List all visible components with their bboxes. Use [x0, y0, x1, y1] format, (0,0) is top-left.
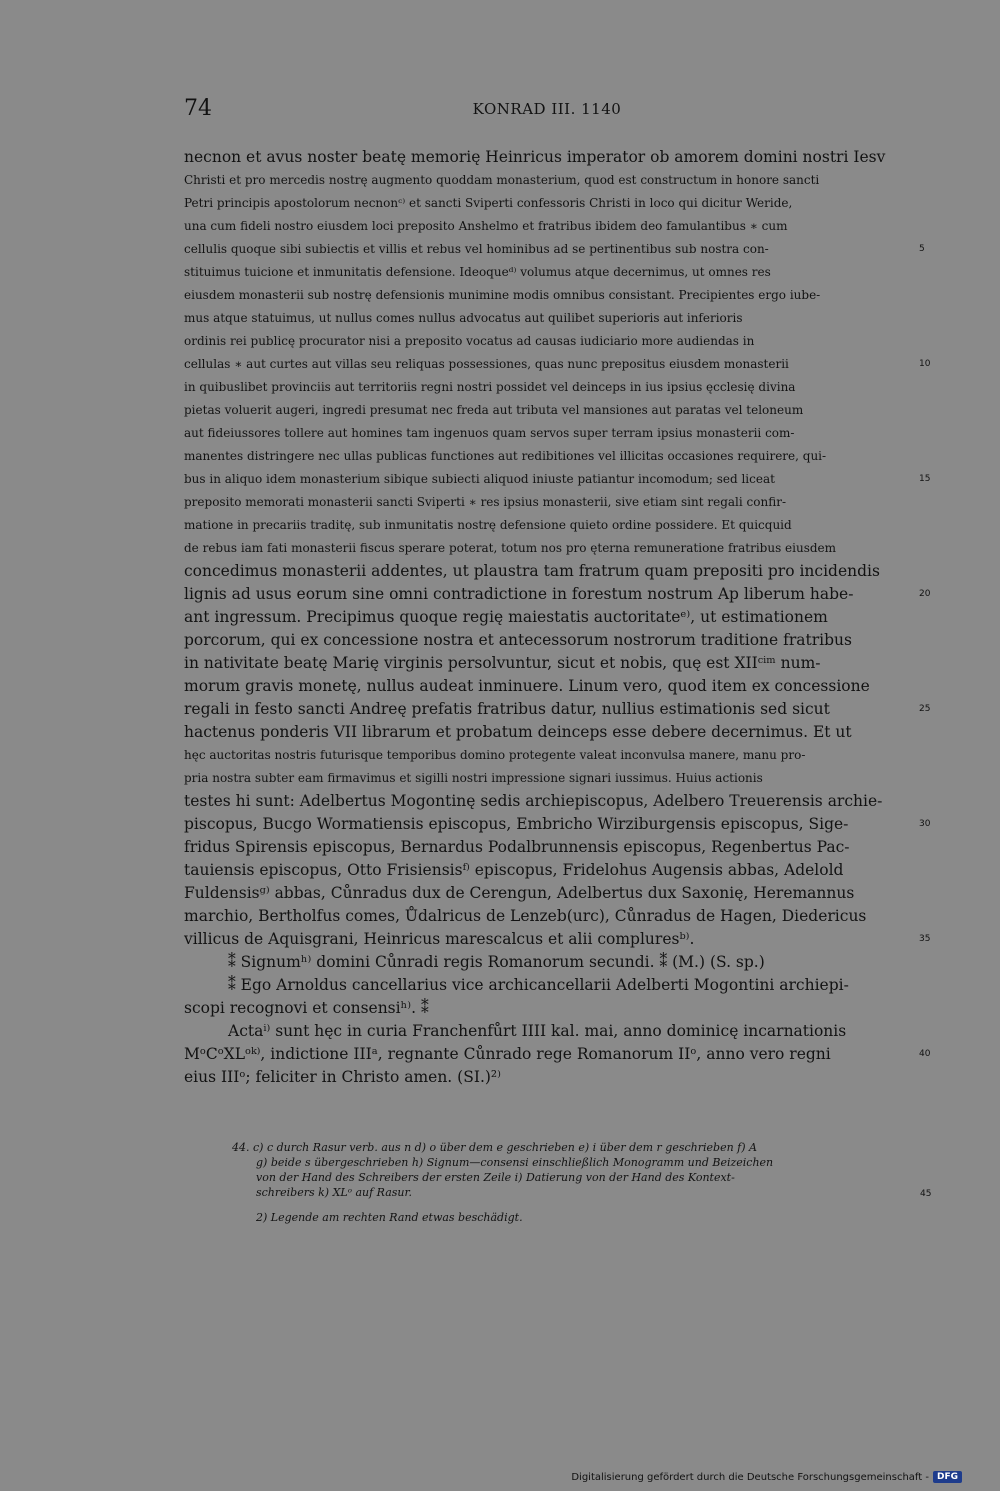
- text-line: [184, 353, 931, 376]
- line-text: MᵒCᵒXLᵒᵏ⁾, indictione IIIᵃ, regnante Cůnrado rege Romanorum IIᵒ, anno vero regni: [184, 1045, 831, 1063]
- text-line: [184, 537, 912, 560]
- line-text: testes hi sunt: Adelbertus Mogontinę sedis archiepiscopus, Adelbero Treuerensis archie-: [184, 792, 883, 810]
- line-text: ant ingressum. Precipimus quoque regię maiestatis auctoritateᵉ⁾, ut estimationem: [184, 608, 828, 626]
- footnote-2: 2) Legende am rechten Rand etwas beschädigt.: [256, 1211, 523, 1224]
- line-text: regali in festo sancti Andreę prefatis fratribus datur, nullius estimationis sed sicut: [184, 700, 830, 718]
- line-text: Petri principis apostolorum necnonᶜ⁾ et sancti Sviperti confessoris Christi in loco qui dicitur Weride,: [184, 196, 793, 210]
- line-text: una cum fideli nostro eiusdem loci preposito Anshelmo et fratribus ibidem deo famulantibus ∗ cum: [184, 219, 788, 233]
- text-line: [184, 192, 912, 215]
- text-line: [184, 606, 912, 629]
- text-line: [184, 629, 912, 652]
- line-text: ⁑ Ego Arnoldus cancellarius vice archicancellarii Adelberti Mogontini archiepi-: [228, 976, 849, 994]
- text-line: [184, 790, 912, 813]
- line-text: fridus Spirensis episcopus, Bernardus Podalbrunnensis episcopus, Regenbertus Pac-: [184, 838, 850, 856]
- footnote-line: [232, 1155, 912, 1170]
- footnote-line: [232, 1170, 912, 1185]
- text-line: [184, 399, 912, 422]
- digitization-credit: [571, 1471, 962, 1483]
- line-text: Actaⁱ⁾ sunt hęc in curia Franchenfůrt IIII kal. mai, anno dominicę incarnationis: [228, 1022, 847, 1040]
- line-text: ⁑ Signumʰ⁾ domini Cůnradi regis Romanorum secundi. ⁑ (M.) (S. sp.): [228, 953, 765, 971]
- line-text: in nativitate beatę Marię virginis persolvuntur, sicut et nobis, quę est XIIᶜⁱᵐ num-: [184, 654, 821, 672]
- text-line: [184, 767, 912, 790]
- text-line: [184, 468, 931, 491]
- line-text: hactenus ponderis VII librarum et probatum deinceps esse debere decernimus. Et ut: [184, 723, 852, 741]
- text-line: [184, 1066, 912, 1089]
- footnote-text: g) beide s übergeschrieben h) Signum—consensi einschließlich Monogramm und Beizeichen: [256, 1156, 774, 1169]
- line-number: 20: [919, 589, 931, 599]
- line-number: 15: [919, 474, 931, 484]
- line-text: preposito memorati monasterii sancti Sviperti ∗ res ipsius monasterii, sive etiam sint regali confir-: [184, 495, 786, 509]
- text-line: [184, 905, 912, 928]
- line-number: 35: [919, 934, 931, 944]
- line-text: matione in precariis traditę, sub inmunitatis nostrę defensione quieto ordine possidere. Et quicquid: [184, 518, 792, 532]
- text-line: [184, 675, 912, 698]
- line-text: marchio, Bertholfus comes, Ůdalricus de Lenzeb(urc), Cůnradus de Hagen, Diedericus: [184, 907, 867, 925]
- text-line: [184, 951, 912, 974]
- line-text: eiusdem monasterii sub nostrę defensionis munimine modis omnibus consistant. Precipientes ergo iube-: [184, 288, 821, 302]
- line-text: Christi et pro mercedis nostrę augmento quoddam monasterium, quod est constructum in honore sancti: [184, 173, 820, 187]
- text-line: [184, 583, 931, 606]
- line-text: pria nostra subter eam firmavimus et sigilli nostri impressione signari iussimus. Huius actionis: [184, 771, 763, 785]
- text-line: [184, 169, 912, 192]
- line-number: 30: [919, 819, 931, 829]
- dfg-logo: DFG: [933, 1471, 962, 1483]
- text-line: [184, 721, 912, 744]
- line-text: Fuldensisᵍ⁾ abbas, Cůnradus dux de Cerengun, Adelbertus dux Saxonię, Heremannus: [184, 884, 855, 902]
- footnote-line: [232, 1140, 912, 1155]
- line-number: 10: [919, 359, 931, 369]
- line-text: morum gravis monetę, nullus audeat inminuere. Linum vero, quod item ex concessione: [184, 677, 870, 695]
- text-line: [184, 215, 912, 238]
- page-number: 74: [184, 96, 212, 121]
- line-number: 5: [919, 244, 925, 254]
- line-text: necnon et avus noster beatę memorię Heinricus imperator ob amorem domini nostri Iesv: [184, 148, 886, 166]
- line-number: 25: [919, 704, 931, 714]
- text-line: [184, 330, 912, 353]
- line-text: porcorum, qui ex concessione nostra et antecessorum nostrorum traditione fratribus: [184, 631, 852, 649]
- line-text: cellulas ∗ aut curtes aut villas seu reliquas possessiones, quas nunc prepositus eiusdem monasterii: [184, 357, 789, 371]
- running-title: KONRAD III. 1140: [472, 100, 622, 118]
- text-line: [184, 813, 931, 836]
- text-line: [184, 422, 912, 445]
- line-text: pietas voluerit augeri, ingredi presumat nec freda aut tributa vel mansiones aut paratas vel teloneum: [184, 403, 804, 417]
- line-text: aut fideiussores tollere aut homines tam ingenuos quam servos super terram ipsius monasterii com-: [184, 426, 795, 440]
- line-text: lignis ad usus eorum sine omni contradictione in forestum nostrum Ap liberum habe-: [184, 585, 854, 603]
- line-text: bus in aliquo idem monasterium sibique subiecti aliquod iniuste patiantur incomodum; sed liceat: [184, 472, 775, 486]
- text-line: [184, 928, 931, 951]
- line-text: eius IIIᵒ; feliciter in Christo amen. (SI.)²⁾: [184, 1068, 501, 1086]
- text-line: [184, 859, 912, 882]
- footnote-line: [232, 1185, 932, 1200]
- text-line: [184, 1043, 931, 1066]
- line-text: scopi recognovi et consensiʰ⁾. ⁑: [184, 999, 429, 1017]
- text-line: [184, 652, 912, 675]
- text-line: [184, 882, 912, 905]
- line-text: de rebus iam fati monasterii fiscus sperare poterat, totum nos pro ęterna remuneratione fratribus eiusdem: [184, 541, 837, 555]
- line-text: villicus de Aquisgrani, Heinricus marescalcus et alii compluresᵇ⁾.: [184, 930, 695, 948]
- text-line: [184, 261, 912, 284]
- charter-text: [184, 146, 931, 1089]
- text-line: [184, 1020, 912, 1043]
- credit-text: Digitalisierung gefördert durch die Deutsche Forschungsgemeinschaft -: [571, 1471, 929, 1483]
- line-number: 45: [920, 1189, 932, 1199]
- line-text: piscopus, Bucgo Wormatiensis episcopus, Embricho Wirziburgensis episcopus, Sige-: [184, 815, 849, 833]
- text-line: [184, 146, 912, 169]
- text-line: [184, 376, 912, 399]
- line-text: stituimus tuicione et inmunitatis defensione. Ideoqueᵈ⁾ volumus atque decernimus, ut omnes res: [184, 265, 771, 279]
- footnote-text: 44. c) c durch Rasur verb. aus n d) o über dem e geschrieben e) i über dem r geschrieben f) A: [232, 1141, 757, 1154]
- line-text: tauiensis episcopus, Otto Frisiensisᶠ⁾ episcopus, Fridelohus Augensis abbas, Adelold: [184, 861, 844, 879]
- page-header: [184, 96, 910, 124]
- footnotes: [232, 1140, 932, 1200]
- text-line: [184, 560, 912, 583]
- text-line: [184, 744, 912, 767]
- text-line: [184, 974, 912, 997]
- line-text: ordinis rei publicę procurator nisi a preposito vocatus ad causas iudiciario more audiendas in: [184, 334, 755, 348]
- text-line: [184, 307, 912, 330]
- footnote-text: schreibers k) XLᵒ auf Rasur.: [256, 1186, 413, 1199]
- line-number: 40: [919, 1049, 931, 1059]
- line-text: cellulis quoque sibi subiectis et villis et rebus vel hominibus ad se pertinentibus sub nostra con-: [184, 242, 769, 256]
- text-line: [184, 514, 912, 537]
- line-text: in quibuslibet provinciis aut territoriis regni nostri possidet vel deinceps in ius ipsius ęcclesię divina: [184, 380, 796, 394]
- text-line: [184, 836, 912, 859]
- text-line: [184, 238, 925, 261]
- footnote-text: von der Hand des Schreibers der ersten Zeile i) Datierung von der Hand des Kontext-: [256, 1171, 735, 1184]
- line-text: hęc auctoritas nostris futurisque temporibus domino protegente valeat inconvulsa manere, manu pro-: [184, 748, 806, 762]
- line-text: manentes distringere nec ullas publicas functiones aut redibitiones vel illicitas occasiones requirere, qui-: [184, 449, 827, 463]
- line-text: mus atque statuimus, ut nullus comes nullus advocatus aut quilibet superioris aut inferioris: [184, 311, 743, 325]
- text-line: [184, 491, 912, 514]
- text-line: [184, 698, 931, 721]
- text-line: [184, 997, 912, 1020]
- text-line: [184, 445, 912, 468]
- text-line: [184, 284, 912, 307]
- line-text: concedimus monasterii addentes, ut plaustra tam fratrum quam prepositi pro incidendis: [184, 562, 880, 580]
